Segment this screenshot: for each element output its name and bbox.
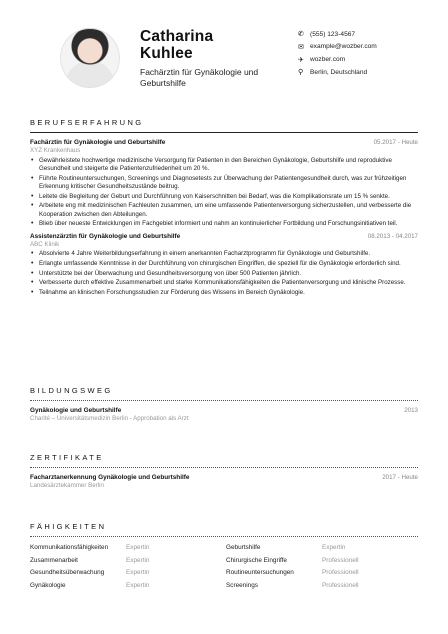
company-name: XYZ Krankenhaus — [30, 147, 81, 154]
first-name: Catharina — [140, 28, 214, 45]
section-heading: BILDUNGSWEG — [30, 386, 418, 401]
skill-level: Expertin — [126, 581, 150, 589]
section-heading: ZERTIFIKATE — [30, 453, 418, 468]
skill-level: Expertin — [126, 556, 150, 564]
full-name — [140, 28, 213, 62]
skill-name: Gynäkologie — [30, 581, 66, 589]
bullet-item: • Gewährleistete hochwertige medizinische Versorgung für Patienten in den Bereichen Gynäkologie, Geburtshilfe und reproduktive Gesundheit und steigerte die Patientenzufriedenheit um 20 %. — [39, 157, 418, 173]
skills-grid — [30, 543, 418, 590]
job-title: Fachärztin für Gynäkologie und Geburtshilfe — [30, 139, 166, 146]
bullet-item: • Absolvierte 4 Jahre Weiterbildungserfahrung in einem anerkannten Facharztprogramm für Gynäkologie und Geburtshilfe. — [39, 250, 418, 258]
link-icon: ✈ — [298, 56, 304, 64]
skill-level: Professionell — [322, 581, 359, 589]
skill-name: Chirurgische Eingriffe — [226, 556, 287, 564]
education-entry — [30, 407, 418, 422]
company-name: ABC Klinik — [30, 240, 60, 248]
job-dates: 05.2017 - Heute — [373, 139, 418, 146]
job-bullets — [30, 250, 418, 297]
contact-website[interactable] — [298, 54, 377, 66]
education-date: 2013 — [404, 407, 418, 414]
location-icon: ⚲ — [298, 69, 304, 77]
email-icon: ✉ — [298, 43, 304, 51]
institution: Charité – Universitätsmedizin Berlin - Approbation als Arzt — [30, 415, 189, 422]
section-heading: BERUFSERFAHRUNG — [30, 118, 418, 133]
skill-name: Kommunikationsfähigkeiten — [30, 544, 109, 551]
avatar — [60, 28, 120, 88]
last-name: Kuhlee — [140, 45, 193, 62]
skill-level: Expertin — [126, 544, 150, 551]
phone-icon: ✆ — [298, 31, 304, 38]
contact-email[interactable] — [298, 41, 377, 53]
skills-section — [30, 522, 418, 590]
bullet-item: • Leitete die Begleitung der Geburt und Durchführung von Kaiserschnitten bei Bedarf, was die Komplikationsrate um 15 % senkte. — [39, 193, 418, 201]
certificate-issuer: Landesärztekammer Berlin — [30, 482, 104, 489]
job-title: Fachärztin für Gynäkologie und Geburtshilfe — [140, 67, 259, 88]
education-section — [30, 386, 418, 426]
skill-level: Expertin — [126, 569, 150, 576]
skill-level: Professionell — [322, 569, 359, 576]
bullet-item: • Verbesserte durch effektive Zusammenarbeit und starke Kommunikationsfähigkeiten die Patientenversorgung und klinische Prozesse. — [39, 279, 418, 287]
skill-name: Geburtshilfe — [226, 544, 261, 551]
degree-title: Gynäkologie und Geburtshilfe — [30, 407, 122, 414]
certificate-title: Facharztanerkennung Gynäkologie und Geburtshilfe — [30, 474, 190, 481]
bullet-item: • Teilnahme an klinischen Forschungsstudien zur Förderung des Wissens im Bereich Gynäkologie. — [39, 289, 418, 297]
section-heading: FÄHIGKEITEN — [30, 522, 418, 537]
experience-section — [30, 118, 418, 301]
job-entry — [30, 139, 418, 229]
job-bullets — [30, 157, 418, 229]
contact-text: wozber.com — [310, 56, 346, 64]
skill-name: Gesundheitsüberwachung — [30, 569, 105, 576]
header — [30, 0, 418, 100]
certificate-date: 2017 - Heute — [382, 474, 418, 481]
certificates-section — [30, 453, 418, 493]
bullet-item: • Unterstützte bei der Überwachung und Gesundheitsversorgung von über 500 Patienten jährlich. — [39, 270, 418, 278]
job-title: Assistenzärztin für Gynäkologie und Geburtshilfe — [30, 232, 181, 240]
contact-text: Berlin, Deutschland — [310, 68, 368, 76]
bullet-item: • Erlangte umfassende Kenntnisse in der Durchführung von chirurgischen Eingriffen, die speziell für die Gynäkologie erforderlich sind. — [39, 260, 418, 268]
job-entry — [30, 233, 418, 298]
contact-text: (555) 123-4567 — [310, 30, 356, 38]
contact-phone[interactable] — [298, 28, 377, 40]
bullet-item: • Führte Routineuntersuchungen, Screenings und Diagnosetests zur Überwachung der Patientengesundheit durch, was zur frühzeitigen Erkennung kritischer Gesundheitszustände beitrug. — [39, 175, 418, 191]
contact-text: example@wozber.com — [310, 43, 377, 51]
skill-name: Routineuntersuchungen — [226, 569, 294, 576]
skill-name: Zusammenarbeit — [30, 556, 78, 564]
contact-location — [298, 66, 377, 78]
bullet-item: • Blieb über neueste Entwicklungen im Fachgebiet informiert und nahm an kontinuierlicher Fortbildung und Forschungsinitiativen teil. — [39, 220, 418, 228]
skill-level: Expertin — [322, 544, 346, 551]
skill-name: Screenings — [226, 581, 258, 589]
contact-list — [298, 28, 377, 79]
certificate-entry — [30, 474, 418, 489]
skill-level: Professionell — [322, 556, 359, 564]
bullet-item: • Arbeitete eng mit medizinischen Fachleuten zusammen, um eine umfassende Patientenversorgung sicherzustellen, und verbesserte die Kooperation zwischen den Abteilungen. — [39, 202, 418, 218]
job-dates: 08.2013 - 04.2017 — [367, 232, 418, 240]
